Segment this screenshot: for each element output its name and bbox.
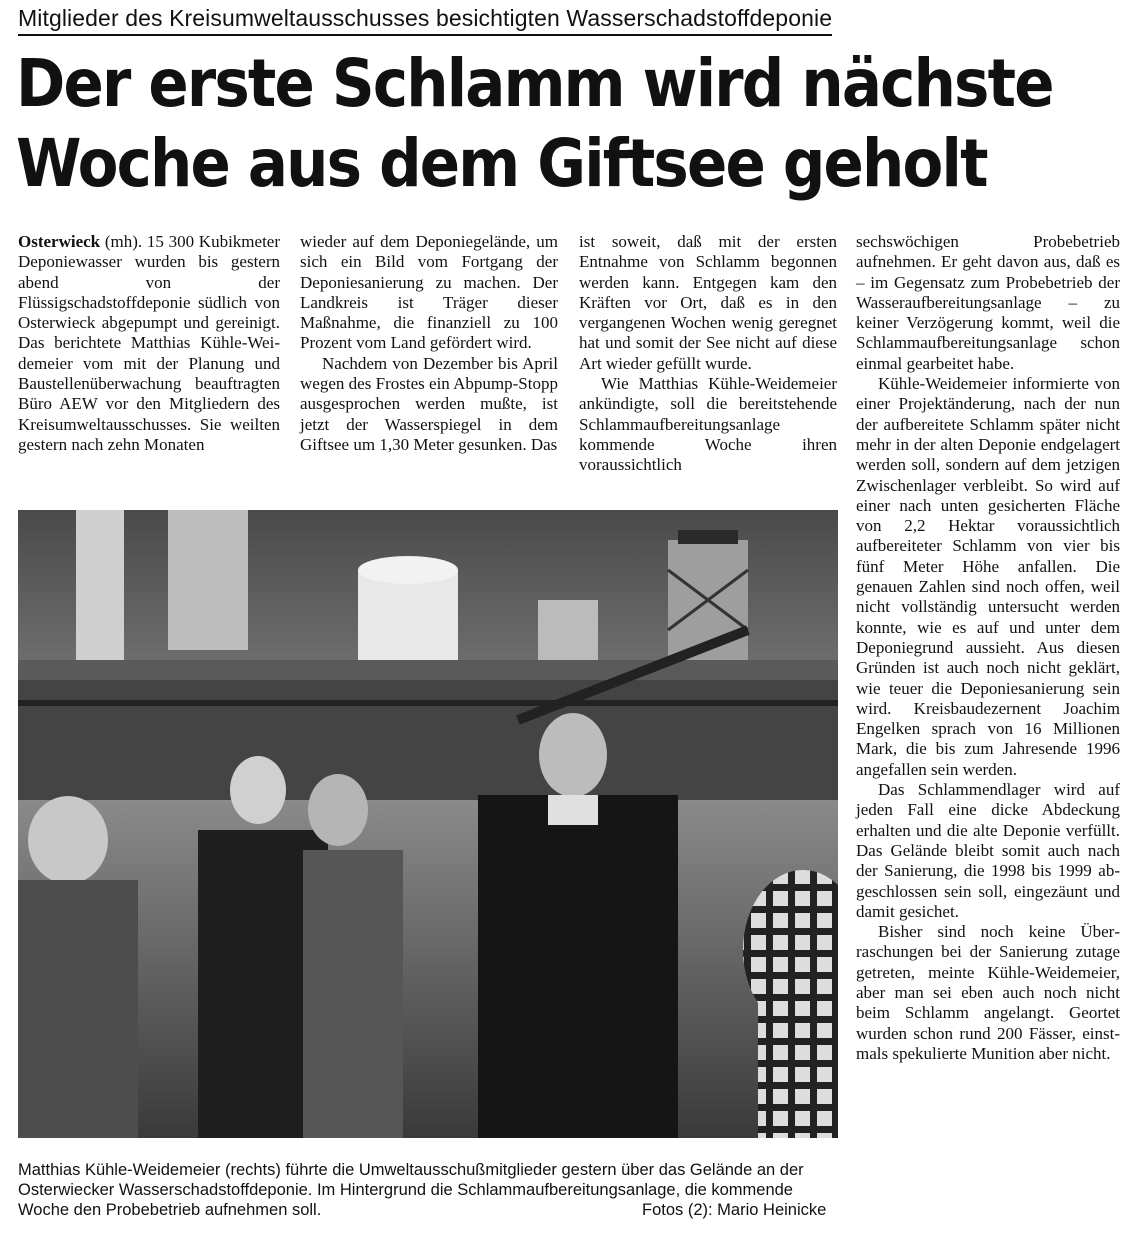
article-kicker: Mitglieder des Kreisumweltausschusses besichtigten Wasserschadstoffdeponie [18,4,832,36]
article-column-2 [300,232,558,455]
headline-line-2: Woche aus dem Giftsee geholt [16,125,987,202]
paragraph: Kühle-Weidemeier informierte von einer Projektänderung, nach der nun der aufbereitete Schlamm später nicht mehr in der alten Deponie endgelagert werden soll, sondern auf dem jetzigen Zwischenlager verbleibt. So wird auf einer nach unten gesicherten Fläche von 2,2 Hektar voraussichtlich aufbereiteter Schlamm von vier bis fünf Meter Höhe anfallen. Die genauen Zahlen sind noch offen, weil nicht vollständig untersucht werden konnte, wie es auf und unter dem Deponiegrund aussieht. Aus diesen Gründen ist auch noch nicht geklärt, wie teuer die Deponiesanierung sein wird. Kreisbaudezernent Joachim Engelken sprach von 16 Millionen Mark, die bis zum Jahresende 1996 angefallen sein werden. [856,374,1120,779]
paragraph: Bisher sind noch keine Überraschungen bei der Sanierung zutage getreten, meinte Kühle-Weidemeier, aber man sei eben auch noch nicht beim Schlamm angelangt. Geortet wurden schon rund 200 Fässer, einstmals spekulierte Munition aber nicht. [856,922,1120,1063]
article-column-1 [18,232,280,455]
article-column-3 [579,232,837,476]
paragraph: Nachdem von Dezember bis April wegen des Frostes ein Abpump-Stopp ausgesprochen werden mußte, ist jetzt der Wasserspiegel in dem Giftsee um 1,30 Meter gesunken. Das [300,353,558,454]
paragraph: wieder auf dem Deponiegelände, um sich ein Bild vom Fortgang der Deponiesanierung zu machen. Der Landkreis ist Träger dieser Maßnahme, die finanziell zu 100 Prozent vom Land gefördert wird. [300,232,558,353]
paragraph-text: (mh). 15 300 Kubikmeter Deponiewasser wurden bis gestern abend von der Flüssigschadstoffdeponie südlich von Osterwieck abgepumpt und gereinigt. Das berichtete Matthias Kühle-Weidemeier vom mit der Planung und Baustellenüberwachung beauftragten Büro AEW vor den Mitgliedern des Kreisumweltausschusses. Sie weilten gestern nach zehn Monaten [18,232,280,454]
photo-illustration [18,510,838,1138]
paragraph: ist soweit, daß mit der ersten Entnahme von Schlamm begonnen werden kann. Entgegen kam den Kräften vor Ort, daß es in den vergangenen Wochen wenig geregnet hat und somit der See nicht auf diese Art wieder gefüllt wurde. [579,232,837,373]
paragraph: sechswöchigen Probebetrieb aufnehmen. Er geht davon aus, daß es – im Gegensatz zum Probebetrieb der Wasseraufbereitungsanlage – zu keiner Verzögerung kommt, weil die Schlammaufbereitungsanlage schon einmal gearbeitet habe. [856,232,1120,373]
headline-line-1: Der erste Schlamm wird nächste [16,45,1053,122]
article-photo [18,510,838,1138]
photo-caption: Matthias Kühle-Weidemeier (rechts) führte die Umweltausschußmitglieder gestern über das Gelände an der Osterwiecker Wasserschadstoffdeponie. Im Hintergrund die Schlammaufbereitungsanlage, die kommende Woche den Probebetrieb aufnehmen soll. [18,1161,804,1219]
paragraph: Wie Matthias Kühle-Weidemeier ankündigte, soll die bereitstehende Schlammaufbereitungsanlage kommende Woche ihren voraussichtlich [579,374,837,475]
article-headline [16,44,1053,204]
paragraph [18,232,280,455]
photo-credit: Fotos (2): Mario Heinicke [642,1201,827,1219]
paragraph: Das Schlammendlager wird auf jeden Fall eine dicke Abdeckung erhalten und die alte Deponie verfüllt. Das Gelände bleibt somit auch nach der Sanierung, die 1998 bis 1999 abgeschlossen sein soll, eingezäunt und damit gesichet. [856,780,1120,921]
article-column-4 [856,232,1120,1064]
dateline: Osterwieck [18,232,101,251]
